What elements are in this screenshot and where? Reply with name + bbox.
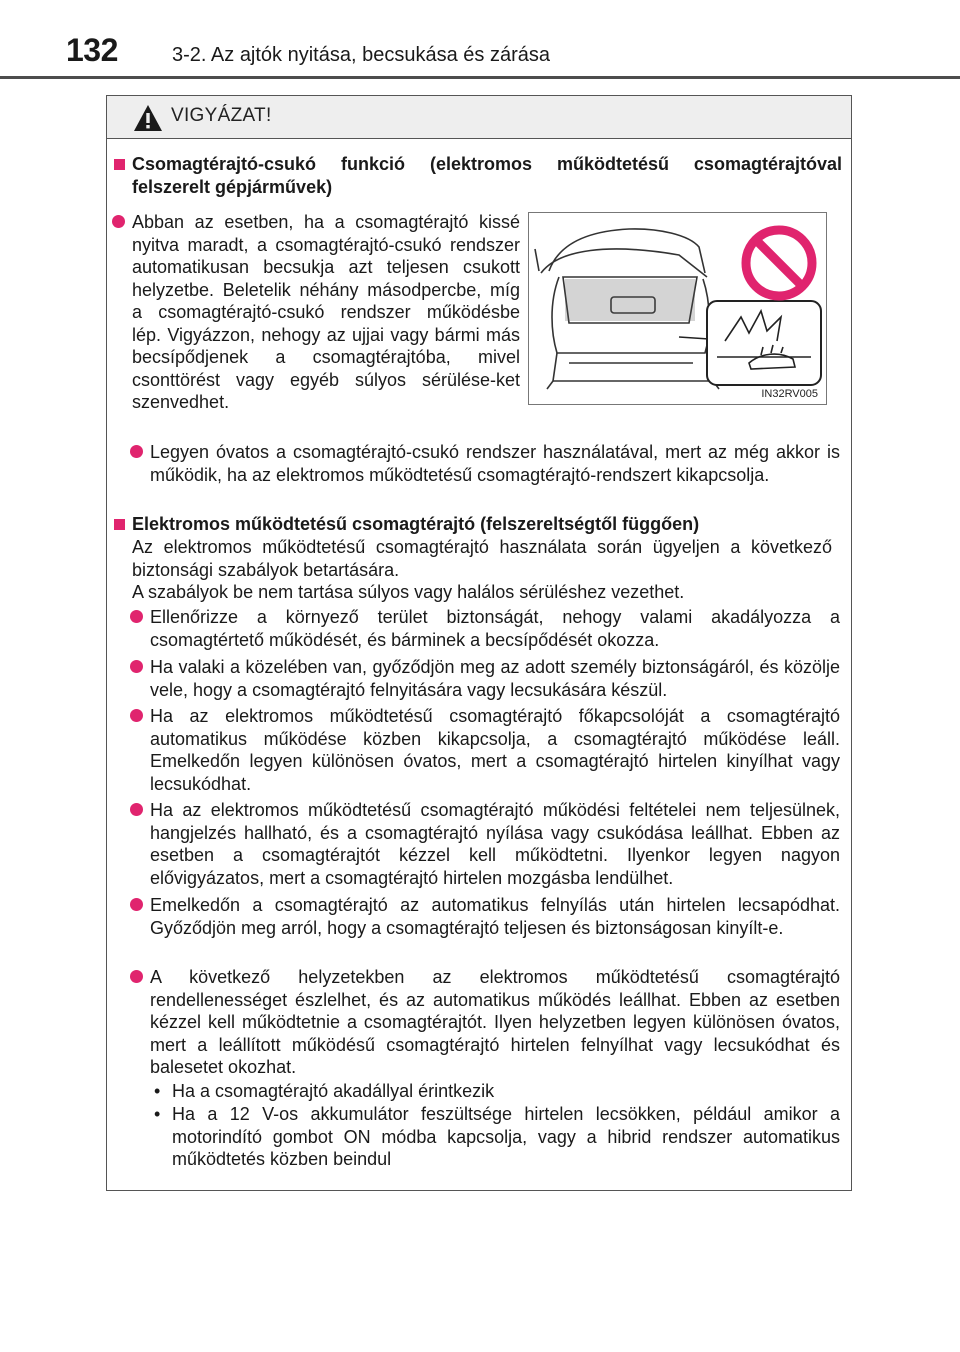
- intro-text-2: A szabályok be nem tartása súlyos vagy halálos sérüléshez vezethet.: [132, 582, 685, 602]
- bullet-text: Ellenőrizze a környező terület biztonságát, nehogy valami akadályozza a csomagtértető működését, és bárminek a becsípődését okozza.: [150, 607, 840, 650]
- bullet-text: Ha az elektromos működtetésű csomagtérajtó működési feltételei nem teljesülnek, hangjelzés hallható, és a csomagtérajtó nyílása vagy csukódása leállhat. Ebben az esetben a csomagtérajtót kézzel kell működtetni. Ilyenkor legyen nagyon elővigyázatos, mert a csomagtérajtó hirtelen mozgásba lendülhet.: [150, 800, 840, 888]
- bullet-text: Ha az elektromos működtetésű csomagtérajtó főkapcsolóját a csomagtérajtó automatikus működése közben kikapcsolja, a csomagtérajtó működése leáll. Emelkedőn legyen különösen óvatos, mert a csomagtérajtó hirtelen kinyílhat vagy lecsukódhat.: [150, 706, 840, 794]
- header-rule: [0, 76, 960, 79]
- bullet-text: Legyen óvatos a csomagtérajtó-csukó rendszer használatával, mert az még akkor is működik, ha az elektromos működtetésű csomagtérajtó-rendszert kikapcsolja.: [150, 442, 840, 485]
- sub-bullet-obstacle: [154, 1080, 840, 1103]
- section-intro: [132, 536, 842, 604]
- bullet-dot-icon: [130, 898, 143, 911]
- section-title: 3-2. Az ajtók nyitása, becsukása és zárása: [172, 44, 550, 66]
- tailgate-pinch-illustration: [528, 212, 827, 405]
- bullet-text: Abban az esetben, ha a csomagtérajtó kissé nyitva maradt, a csomagtérajtó-csukó rendszer automatikusan becsukja azt teljesen csukott helyzetbe. Beletelik néhány másodpercbe, míg a csomagtérajtó-csukó rendszer működésbe lép. Vigyázzon, nehogy az ujjai vagy bármi más becsípődjenek a csomagtérajtóba, mivel csonttörést vagy egyéb súlyos sérülése-ket szenvedhet.: [132, 212, 520, 412]
- heading-square-icon: [114, 159, 125, 170]
- section-heading-tailgate-closer: [132, 153, 842, 198]
- bullet-text: A következő helyzetekben az elektromos működtetésű csomagtérajtó rendellenességet észlelhet, és az automatikus működés leállhat. Ebben az esetben kézzel kell működtetnie a csomagtérajtót. Ilyen helyzetben legyen különösen óvatos, mert a leállított működésű csomagtérajtó hirtelen felnyílhat vagy lecsukódhat és balesetet okozhat.: [150, 967, 840, 1077]
- bullet-closer-auto: [132, 211, 520, 414]
- bullet-closer-caution: [150, 441, 840, 486]
- sub-bullet-symbol: •: [154, 1104, 161, 1124]
- page-header: [0, 0, 960, 80]
- bullet-others-nearby: [150, 656, 840, 701]
- section-heading-power-tailgate: [132, 513, 842, 536]
- heading-text: Elektromos működtetésű csomagtérajtó (felszereltségtől függően): [132, 514, 700, 534]
- sub-bullet-text: Ha a csomagtérajtó akadállyal érintkezik: [172, 1081, 495, 1101]
- bullet-dot-icon: [130, 970, 143, 983]
- heading-line-2: felszerelt gépjárművek): [132, 176, 333, 197]
- sub-bullet-battery: [154, 1103, 840, 1171]
- bullet-dot-icon: [130, 709, 143, 722]
- bullet-slope: [150, 894, 840, 939]
- bullet-abnormality: [150, 966, 840, 1079]
- caution-header: [107, 96, 851, 139]
- bullet-text: Emelkedőn a csomagtérajtó az automatikus felnyílás után hirtelen lecsapódhat. Győződjön meg arról, hogy a csomagtérajtó teljesen és biztonságosan kinyílt-e.: [150, 895, 840, 938]
- figure-code: IN32RV005: [761, 388, 818, 400]
- bullet-dot-icon: [130, 610, 143, 623]
- bullet-dot-icon: [130, 445, 143, 458]
- warning-triangle-icon: [133, 104, 163, 132]
- caution-label: VIGYÁZAT!: [171, 105, 272, 126]
- bullet-conditions-not-met: [150, 799, 840, 889]
- bullet-dot-icon: [112, 215, 125, 228]
- intro-text: Az elektromos működtetésű csomagtérajtó használata során ügyeljen a következő biztonsági szabályok betartására.: [132, 537, 832, 580]
- bullet-dot-icon: [130, 803, 143, 816]
- sub-bullet-text: Ha a 12 V-os akkumulátor feszültsége hirtelen lecsökken, például amikor a motorindító gombot ON módba kapcsolja, vagy a hibrid rendszer automatikus működtetés közben beindul: [172, 1104, 840, 1169]
- sub-bullet-symbol: •: [154, 1081, 161, 1101]
- heading-line-1: Csomagtérajtó-csukó funkció (elektromos működtetésű csomagtérajtóval: [132, 154, 842, 174]
- bullet-main-switch: [150, 705, 840, 795]
- page-number: 132: [66, 32, 118, 68]
- heading-square-icon: [114, 519, 125, 530]
- tailgate-illustration-svg: [529, 213, 828, 406]
- bullet-dot-icon: [130, 660, 143, 673]
- bullet-text: Ha valaki a közelében van, győződjön meg az adott személy biztonságáról, és közölje vele, hogy a csomagtérajtó felnyitására vagy lecsukására készül.: [150, 657, 840, 700]
- bullet-check-area: [150, 606, 840, 651]
